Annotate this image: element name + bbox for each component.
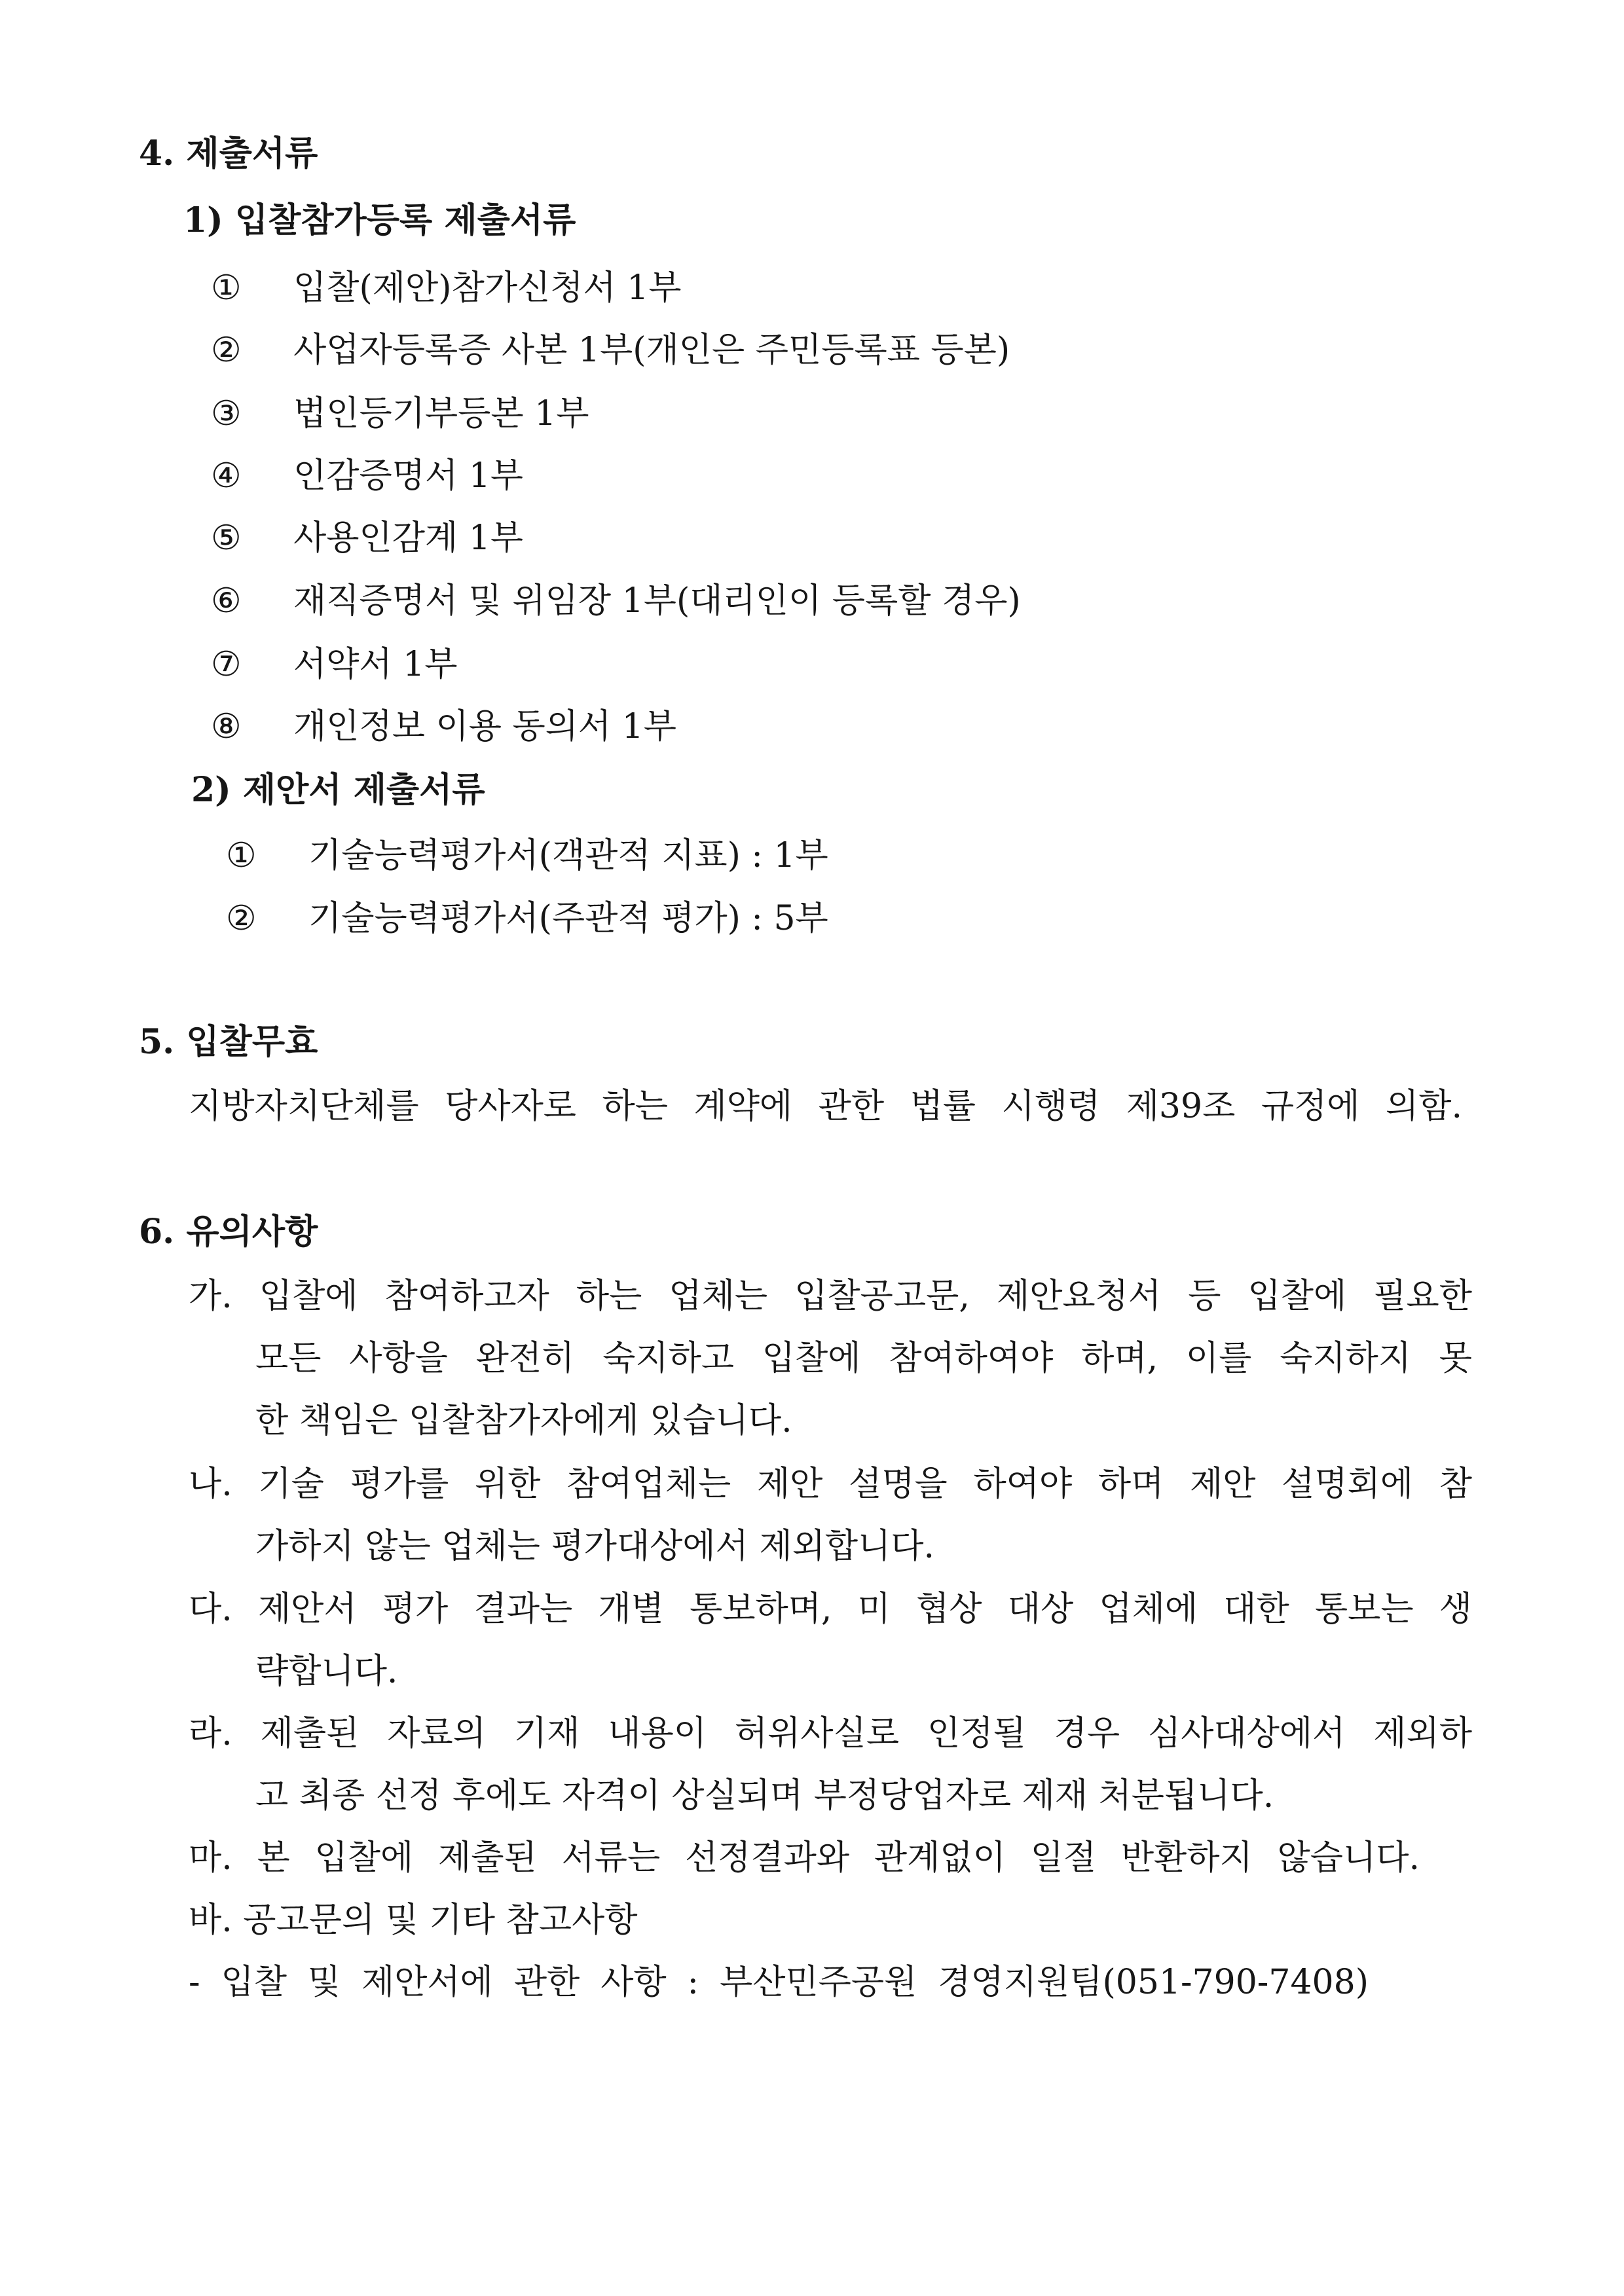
item-marker: ③ bbox=[211, 394, 242, 433]
list-item bbox=[226, 896, 828, 941]
item-marker: ④ bbox=[211, 456, 242, 496]
section-4-1-heading: 1) 입찰참가등록 제출서류 bbox=[183, 200, 576, 240]
notice-item-ra-line-1: 라. 제출된 자료의 기재 내용이 허위사실로 인정될 경우 심사대상에서 제외하 bbox=[189, 1714, 1472, 1753]
item-text: 개인정보 이용 동의서 1부 bbox=[293, 707, 676, 746]
notice-item-da-line-2: 략합니다. bbox=[255, 1652, 398, 1691]
notice-item-ra-line-2: 고 최종 선정 후에도 자격이 상실되며 부정당업자로 제재 처분됩니다. bbox=[255, 1776, 1274, 1815]
notice-item-na-line-1: 나. 기술 평가를 위한 참여업체는 제안 설명을 하여야 하며 제안 설명회에 참 bbox=[189, 1465, 1472, 1504]
item-marker: ① bbox=[211, 268, 242, 308]
section-5-heading: 5. 입찰무효 bbox=[139, 1022, 318, 1062]
section-4-2-heading: 2) 제안서 제출서류 bbox=[191, 770, 485, 810]
section-5-body: 지방자치단체를 당사자로 하는 계약에 관한 법률 시행령 제39조 규정에 의함. bbox=[189, 1087, 1462, 1126]
list-item bbox=[226, 833, 828, 879]
notice-item-ga-line-3: 한 책임은 입찰참가자에게 있습니다. bbox=[255, 1401, 792, 1440]
list-item bbox=[211, 578, 1021, 624]
item-text: 재직증명서 및 위임장 1부(대리인이 등록할 경우) bbox=[293, 581, 1021, 621]
list-item bbox=[211, 265, 682, 311]
notice-item-ba: 바. 공고문의 및 기타 참고사항 bbox=[189, 1901, 638, 1940]
item-text: 서약서 1부 bbox=[293, 645, 458, 684]
notice-item-na-line-2: 가하지 않는 업체는 평가대상에서 제외합니다. bbox=[255, 1527, 935, 1566]
item-text: 법인등기부등본 1부 bbox=[293, 394, 589, 433]
notice-item-ma: 마. 본 입찰에 제출된 서류는 선정결과와 관계없이 일절 반환하지 않습니다. bbox=[189, 1838, 1420, 1878]
list-item bbox=[211, 704, 676, 750]
notice-item-ga-line-1: 가. 입찰에 참여하고자 하는 업체는 입찰공고문, 제안요청서 등 입찰에 필요한 bbox=[189, 1277, 1473, 1316]
section-4-heading: 4. 제출서류 bbox=[139, 134, 318, 173]
item-text: 인감증명서 1부 bbox=[293, 456, 524, 496]
list-item bbox=[211, 327, 1010, 373]
item-marker: ⑦ bbox=[211, 645, 242, 684]
item-text: 사업자등록증 사본 1부(개인은 주민등록표 등본) bbox=[293, 331, 1010, 370]
item-marker: ⑤ bbox=[211, 519, 242, 558]
item-text: 기술능력평가서(주관적 평가) : 5부 bbox=[308, 899, 828, 938]
item-marker: ⑥ bbox=[211, 581, 242, 621]
item-marker: ② bbox=[226, 899, 257, 938]
list-item bbox=[211, 642, 458, 687]
item-marker: ⑧ bbox=[211, 707, 242, 746]
list-item bbox=[211, 453, 523, 499]
item-marker: ① bbox=[226, 836, 257, 875]
notice-item-ga-line-2: 모든 사항을 완전히 숙지하고 입찰에 참여하여야 하며, 이를 숙지하지 못 bbox=[255, 1339, 1472, 1378]
item-marker: ② bbox=[211, 331, 242, 370]
list-item bbox=[211, 391, 589, 437]
notice-item-da-line-1: 다. 제안서 평가 결과는 개별 통보하며, 미 협상 대상 업체에 대한 통보는 생 bbox=[189, 1590, 1472, 1629]
item-text: 입찰(제안)참가신청서 1부 bbox=[293, 268, 682, 308]
contact-line: - 입찰 및 제안서에 관한 사항 : 부산민주공원 경영지원팀(051-790-7408) bbox=[189, 1963, 1369, 2002]
item-text: 기술능력평가서(객관적 지표) : 1부 bbox=[308, 836, 828, 875]
list-item bbox=[211, 515, 523, 561]
section-6-heading: 6. 유의사항 bbox=[139, 1212, 318, 1252]
item-text: 사용인감계 1부 bbox=[293, 519, 524, 558]
